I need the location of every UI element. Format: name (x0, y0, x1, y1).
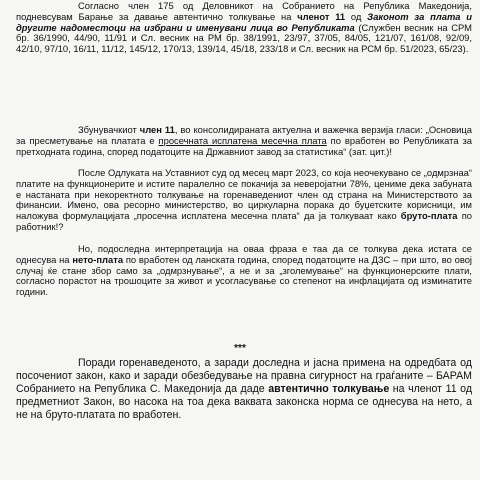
text: по вработен од ланската година, според податоците на ДЗС – при што, во овој случај ќе стане збор само за „одмрзнување“, а не и за „зголемување“ на функционерските плати, согласно порастот на трошоците за живот и усогласување со степенот на инфлацијата од изминатите години. (16, 253, 472, 298)
text: од (345, 10, 368, 22)
text: по вработен во Републиката за претходната година, според податоците на Државниот завод за статистика“ (зат. цит.)! (16, 134, 473, 157)
text: Согласно член 175 од Деловникот на Собранието на Република Македонија, подневсувам Барање за давање автентично толкување на (16, 0, 472, 22)
paragraph-article-quote (16, 125, 472, 157)
paragraph-interpretation (16, 244, 472, 298)
paragraph-request-intro (16, 1, 472, 55)
section-separator: *** (234, 343, 246, 354)
text: на членот 11 од предметниот Закон, во насока на тоа дека ваквата законска норма се однесува на нето, а не на бруто-платата по вработен. (16, 383, 472, 422)
bold-gross-salary: бруто-плата (400, 210, 458, 222)
law-title: Законот за плата и другите надоместоци на избрани и именувани лица во Републиката (16, 10, 473, 33)
gazette-references: (Службен весник на СРМ бр. 36/1990, 44/90, 11/91 и Сл. весник на РМ бр. 38/1991, 23/97, 37/05, 84/05, 121/07, 161/08, 92/09, 42/10, 97/10, 16/11, 11/12, 145/12, 170/13, 139/14, 45/18, 233/18 и Сл. весник на РСМ бр. 51/2023, 65/23). (16, 21, 472, 55)
bold-article-ref: член 11 (139, 124, 175, 135)
paragraph-demand (16, 357, 472, 422)
text: по работник!? (16, 210, 472, 232)
paragraph-court-decision (16, 168, 472, 233)
underlined-phrase: просечната исплатена месечна плата (158, 134, 327, 146)
bold-net-salary: нето-плата (72, 253, 124, 265)
text: Поради горенаведеното, а заради доследна и јасна примена на одредбата од посочениот закон, како и заради обезбедување на правна сигурност на граѓаните – БАРАМ Собранието на Република С. Македонија да даде (16, 357, 472, 396)
text: , во консолидираната актуелна и важечка верзија гласи: „Основица за пресметување на платата е (16, 124, 472, 146)
text: Збунувачкиот (78, 124, 140, 135)
bold-article-ref: членот 11 (297, 10, 346, 22)
text: Но, подоследна интерпретација на оваа фраза е таа да се толкува дека истата се однесува на (16, 243, 472, 265)
text: После Одлуката на Уставниот суд од месец март 2023, со која неочекувано се „одмрзнаа“ платите на функционерите и истите паралелно се покачија за неверојатни 78%, цениме дека забуната е настаната при некоректното толкување на горенаведениот член од страна на Министерството за финансии. Имено, ова ресорно министерство, во циркуларна порака до буџетските корисници, им наложува формулацијата „просечна исплатена месечна плата“ да ја толкуваат како (16, 167, 472, 222)
bold-authentic-interpretation: автентично толкување (268, 383, 390, 396)
